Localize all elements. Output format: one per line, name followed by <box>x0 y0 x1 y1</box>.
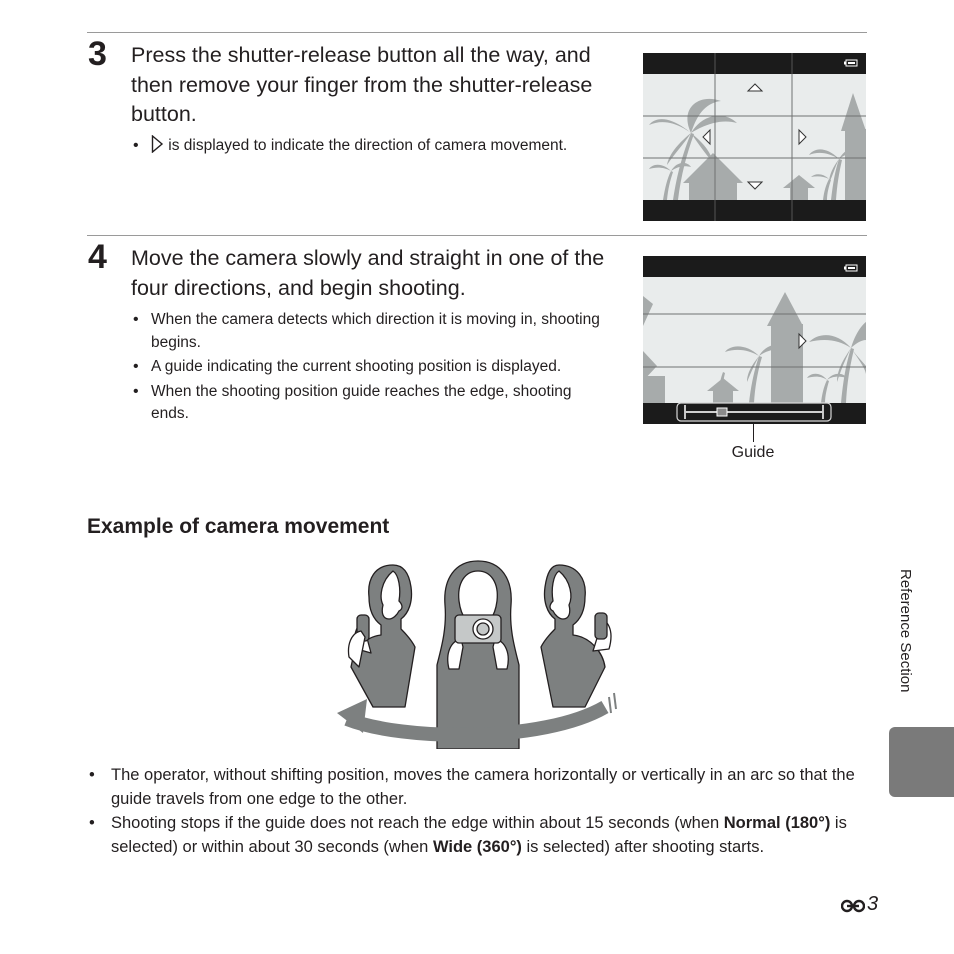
step-3-number: 3 <box>88 35 107 73</box>
normal-mode-label: Normal (180°) <box>723 814 831 832</box>
guide-position-marker <box>717 408 727 416</box>
step-3-instruction: Press the shutter-release button all the way, and then remove your finger from the shutter-release button. <box>131 43 593 126</box>
reference-binoculars-icon <box>841 895 865 915</box>
operation-notes <box>87 763 857 859</box>
top-divider <box>87 32 867 33</box>
step-4-number: 4 <box>88 238 107 276</box>
step-4-divider <box>87 235 867 236</box>
panorama-scene-shooting <box>643 256 866 424</box>
list-item: • When the camera detects which direction it is moving in, shooting begins. <box>131 309 601 354</box>
camera-screen-panorama-shooting <box>643 256 866 424</box>
step-3-notes <box>131 135 591 160</box>
list-item: • is displayed to indicate the direction of camera movement. <box>131 135 591 158</box>
list-item: • The operator, without shifting position, moves the camera horizontally or vertically in an arc so that the guide travels from one edge to the other. <box>87 763 857 811</box>
step-4-instruction: Move the camera slowly and straight in one of the four directions, and begin shooting. <box>131 246 605 300</box>
step-4-notes <box>131 309 601 428</box>
example-section-title: Example of camera movement <box>87 515 390 538</box>
operator-rotation-illustration <box>333 557 623 749</box>
list-item: • A guide indicating the current shooting position is displayed. <box>131 356 601 379</box>
section-tab <box>889 727 954 797</box>
camera-movement-illustration <box>333 557 623 749</box>
page-number: 3 <box>841 893 878 916</box>
direction-arrow-icon <box>151 135 164 153</box>
sidebar-section-label: Reference Section <box>897 569 914 693</box>
guide-callout-label: Guide <box>731 444 775 461</box>
list-item: • When the shooting position guide reaches the edge, shooting ends. <box>131 381 601 426</box>
camera-screen-panorama-start <box>643 53 866 221</box>
guide-callout-line <box>753 424 754 442</box>
list-item: • Shooting stops if the guide does not reach the edge within about 15 seconds (when Normal (180°) is selected) or within about 30 seconds (when Wide (360°) is selected) after shooting starts. <box>87 811 857 859</box>
panorama-scene-start <box>643 53 866 221</box>
wide-mode-label: Wide (360°) <box>432 838 522 856</box>
